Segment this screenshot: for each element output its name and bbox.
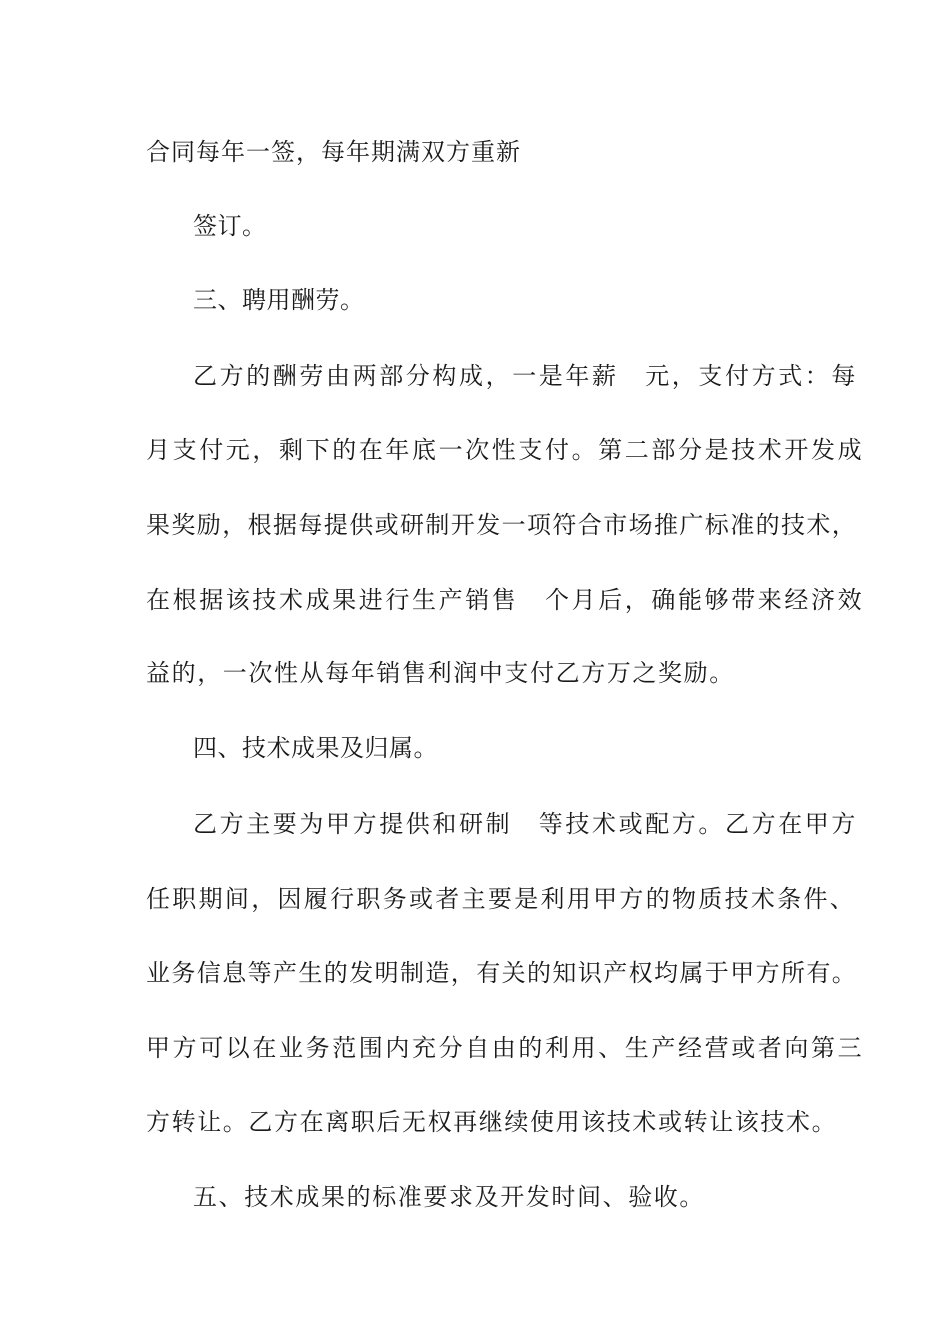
- text-line-11: 任职期间，因履行职务或者主要是利用甲方的物质技术条件、: [146, 885, 857, 913]
- text-line-13: 甲方可以在业务范围内充分自由的利用、生产经营或者向第三: [146, 1034, 865, 1062]
- text-line-4: 乙方的酬劳由两部分构成，一是年薪 元，支付方式：每: [193, 362, 858, 390]
- text-line-7: 在根据该技术成果进行生产销售 个月后，确能够带来经济效: [146, 586, 865, 614]
- text-line-5: 月支付元，剩下的在年底一次性支付。第二部分是技术开发成: [146, 436, 865, 464]
- section-heading-3: 三、聘用酬劳。: [193, 286, 365, 314]
- text-line-1: 合同每年一签，每年期满双方重新: [146, 138, 521, 166]
- section-heading-4: 四、技术成果及归属。: [193, 734, 438, 762]
- text-line-14: 方转让。乙方在离职后无权再继续使用该技术或转让该技术。: [146, 1108, 838, 1136]
- section-heading-5: 五、技术成果的标准要求及开发时间、验收。: [193, 1183, 705, 1211]
- text-line-2: 签订。: [193, 212, 267, 240]
- text-line-8: 益的，一次性从每年销售利润中支付乙方万之奖励。: [146, 659, 735, 687]
- text-line-12: 业务信息等产生的发明制造，有关的知识产权均属于甲方所有。: [146, 959, 858, 987]
- text-line-10: 乙方主要为甲方提供和研制 等技术或配方。乙方在甲方: [193, 810, 858, 838]
- text-line-6: 果奖励，根据每提供或研制开发一项符合市场推广标准的技术，: [146, 511, 858, 539]
